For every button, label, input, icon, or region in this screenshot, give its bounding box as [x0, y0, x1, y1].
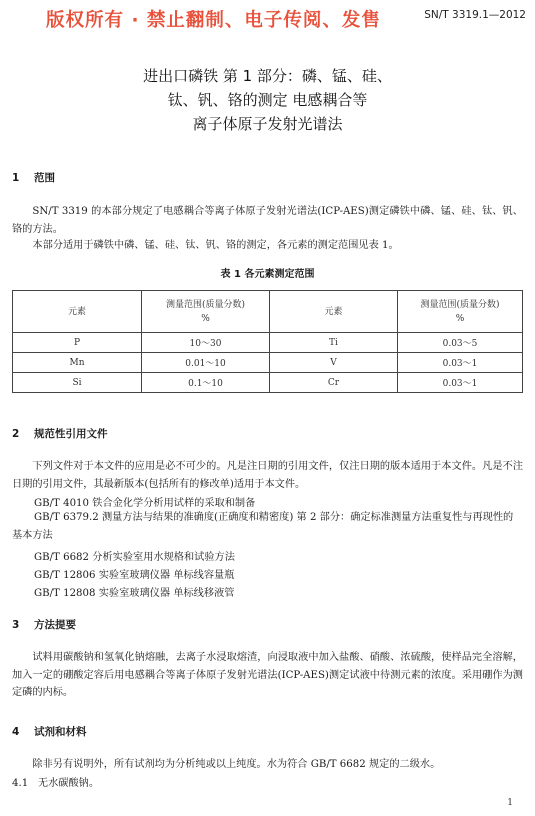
header-text: 测量范围(质量分数): [165, 299, 246, 310]
table-row: [13, 373, 523, 393]
table-row: [13, 333, 523, 353]
reference-item: GB/T 6682 分析实验室用水规格和试验方法: [34, 552, 235, 563]
title-line-1: 进出口磷铁 第 1 部分：磷、锰、硅、: [143, 67, 392, 85]
table-cell: 0.1～10: [142, 373, 270, 393]
header-cell: [142, 291, 270, 333]
section-heading-references: [12, 426, 108, 441]
section-title: 方法提要: [34, 619, 76, 631]
reagents-paragraph: 除非另有说明外，所有试剂均为分析纯或以上纯度。水为符合 GB/T 6682 规定的二级水。: [32, 759, 441, 770]
title-line-3: 离子体原子发射光谱法: [192, 115, 343, 133]
section-title: 规范性引用文件: [34, 428, 108, 440]
header-cell: 元素: [13, 291, 142, 333]
section-number: 3: [12, 619, 20, 631]
table-cell: 10～30: [142, 333, 270, 353]
table-cell: Ti: [270, 333, 398, 353]
section-number: 1: [12, 172, 20, 184]
table-cell: Mn: [13, 353, 142, 373]
table-cell: V: [270, 353, 398, 373]
table-cell: 0.01～10: [142, 353, 270, 373]
header-cell: 元素: [270, 291, 398, 333]
document-title: [0, 64, 535, 136]
header-unit: %: [455, 313, 465, 324]
standard-number: SN/T 3319.1—2012: [424, 9, 526, 21]
header-text: 测量范围(质量分数): [420, 299, 500, 310]
section-number: 2: [12, 428, 20, 440]
title-line-2: 钛、钒、铬的测定 电感耦合等: [167, 91, 368, 109]
section-heading-scope: [12, 170, 55, 185]
table-cell: Si: [13, 373, 142, 393]
section-title: 范围: [34, 172, 55, 184]
reference-item: GB/T 4010 铁合金化学分析用试样的采取和制备: [34, 498, 256, 509]
section-heading-method: [12, 617, 76, 632]
table-caption: 表 1 各元素测定范围: [220, 269, 315, 280]
table-cell: 0.03～1: [398, 373, 523, 393]
section-title: 试剂和材料: [34, 726, 87, 738]
references-intro: 下列文件对于本文件的应用是必不可少的。凡是注日期的引用文件，仅注日期的版本适用于本文件。凡是不注日期的引用文件，其最新版本(包括所有的修改单)适用于本文件。: [12, 461, 523, 490]
reference-item: GB/T 12808 实验室玻璃仪器 单标线移液管: [34, 588, 235, 599]
table-row: [13, 353, 523, 373]
scope-paragraph-2: 本部分适用于磷铁中磷、锰、硅、钛、钒、铬的测定，各元素的测定范围见表 1。: [32, 240, 399, 251]
table-cell: 0.03～1: [398, 353, 523, 373]
reagent-item: [12, 774, 99, 789]
table-cell: P: [13, 333, 142, 353]
header-unit: %: [201, 313, 210, 324]
section-number: 4: [12, 726, 20, 738]
header-cell: [398, 291, 523, 333]
element-range-table: [12, 290, 523, 393]
reagent-text: 无水碳酸钠。: [37, 778, 100, 789]
reference-item: GB/T 12806 实验室玻璃仪器 单标线容量瓶: [34, 570, 235, 581]
section-heading-reagents: [12, 724, 87, 739]
scope-paragraph-1: SN/T 3319 的本部分规定了电感耦合等离子体原子发射光谱法(ICP-AES)测定磷铁中磷、锰、硅、钛、钒、铬的方法。: [12, 206, 523, 235]
reference-item: GB/T 6379.2 测量方法与结果的准确度(正确度和精密度) 第 2 部分：确定标准测量方法重复性与再现性的基本方法: [12, 512, 514, 541]
method-paragraph: 试料用碳酸钠和氢氧化钠熔融，去离子水浸取熔渣，向浸取液中加入盐酸、硝酸、浓硫酸，使样品完全溶解，加入一定的硼酸定容后用电感耦合等离子体原子发射光谱法(ICP-AES)测定试液中待测元素的浓度。采用硼作为测定磷的内标。: [12, 652, 523, 698]
page-number: 1: [507, 798, 513, 808]
table-header-row: [13, 291, 523, 333]
table-cell: 0.03～5: [398, 333, 523, 353]
reagent-number: 4.1: [12, 778, 29, 789]
copyright-watermark: 版权所有 · 禁止翻制、电子传阅、发售: [46, 10, 381, 31]
table-cell: Cr: [270, 373, 398, 393]
